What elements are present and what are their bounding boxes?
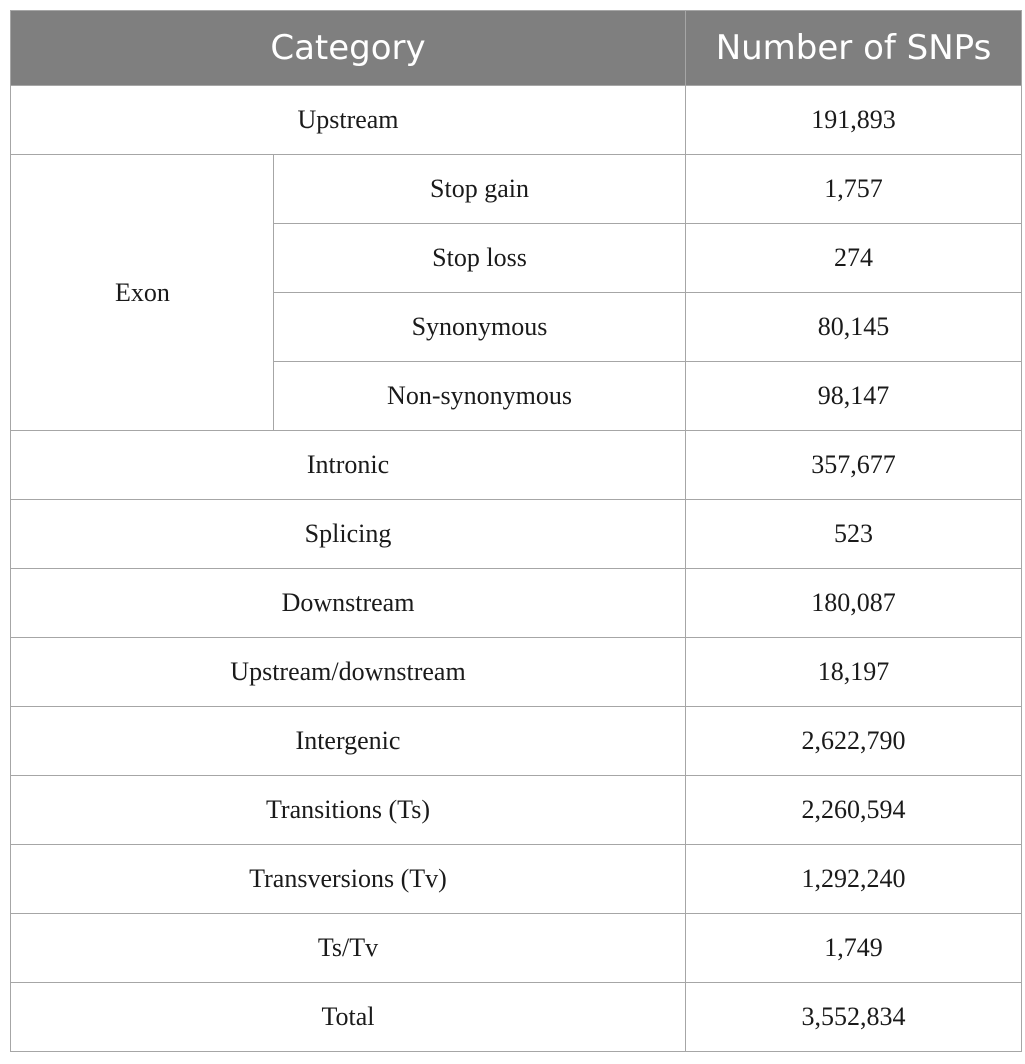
table-row bbox=[11, 569, 1022, 638]
row-value: 1,757 bbox=[686, 155, 1022, 224]
row-category: Stop loss bbox=[274, 224, 686, 293]
snp-category-table bbox=[10, 10, 1022, 1052]
table-row bbox=[11, 86, 1022, 155]
table-row bbox=[11, 983, 1022, 1052]
header-category: Category bbox=[11, 11, 686, 86]
row-category: Splicing bbox=[11, 500, 686, 569]
row-category: Transversions (Tv) bbox=[11, 845, 686, 914]
row-value: 1,749 bbox=[686, 914, 1022, 983]
row-category: Synonymous bbox=[274, 293, 686, 362]
table-row bbox=[11, 638, 1022, 707]
table-header-row bbox=[11, 11, 1022, 86]
row-value: 18,197 bbox=[686, 638, 1022, 707]
row-value: 2,622,790 bbox=[686, 707, 1022, 776]
table-row bbox=[11, 500, 1022, 569]
row-category: Transitions (Ts) bbox=[11, 776, 686, 845]
row-value: 3,552,834 bbox=[686, 983, 1022, 1052]
table-row bbox=[11, 155, 1022, 224]
row-category: Non-synonymous bbox=[274, 362, 686, 431]
row-category: Downstream bbox=[11, 569, 686, 638]
row-category: Total bbox=[11, 983, 686, 1052]
row-value: 180,087 bbox=[686, 569, 1022, 638]
table-row bbox=[11, 914, 1022, 983]
row-value: 357,677 bbox=[686, 431, 1022, 500]
row-category: Intronic bbox=[11, 431, 686, 500]
header-number-of-snps: Number of SNPs bbox=[686, 11, 1022, 86]
table-row bbox=[11, 845, 1022, 914]
table-row bbox=[11, 431, 1022, 500]
row-category: Upstream/downstream bbox=[11, 638, 686, 707]
row-category: Stop gain bbox=[274, 155, 686, 224]
table-row bbox=[11, 707, 1022, 776]
row-value: 1,292,240 bbox=[686, 845, 1022, 914]
row-value: 523 bbox=[686, 500, 1022, 569]
row-group-exon: Exon bbox=[11, 155, 274, 431]
row-value: 80,145 bbox=[686, 293, 1022, 362]
row-value: 191,893 bbox=[686, 86, 1022, 155]
row-category: Ts/Tv bbox=[11, 914, 686, 983]
table-row bbox=[11, 776, 1022, 845]
row-category: Intergenic bbox=[11, 707, 686, 776]
row-value: 2,260,594 bbox=[686, 776, 1022, 845]
row-value: 98,147 bbox=[686, 362, 1022, 431]
row-value: 274 bbox=[686, 224, 1022, 293]
row-category: Upstream bbox=[11, 86, 686, 155]
